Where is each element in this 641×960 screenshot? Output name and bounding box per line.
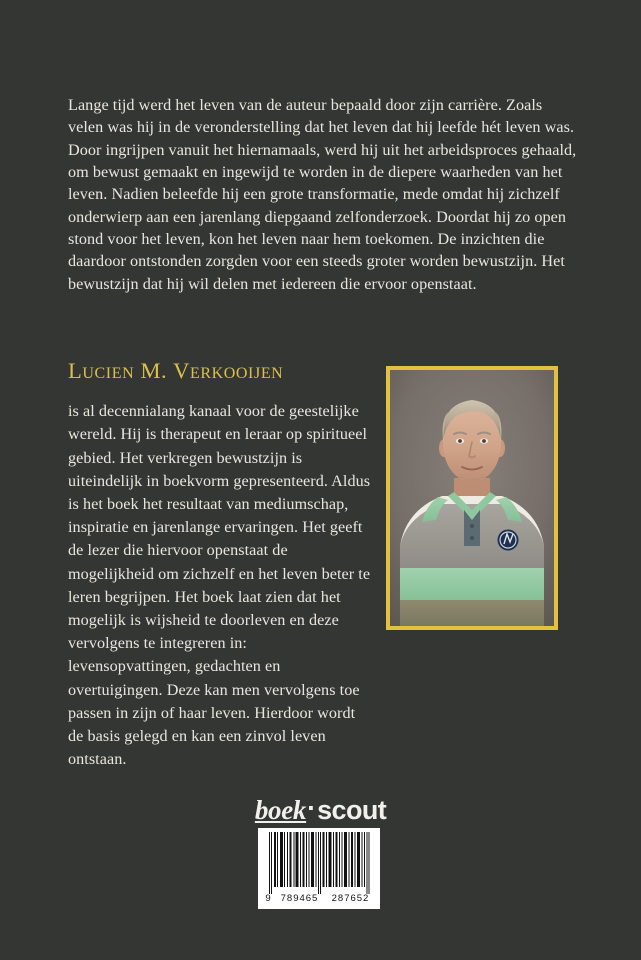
portrait-image bbox=[390, 370, 554, 626]
barcode-right-group: 287652 bbox=[331, 893, 370, 904]
publisher-logo-boek: boek bbox=[254, 795, 307, 825]
barcode-bars bbox=[266, 832, 372, 894]
barcode-lead-digit: 9 bbox=[265, 893, 271, 904]
author-block bbox=[68, 358, 373, 788]
back-cover-blurb: Lange tijd werd het leven van de auteur bepaald door zijn carrière. Zoals velen was hij in de veronderstelling dat het leven dat hij leefde hét leven was. Door ingrijpen vanuit het hiernamaals, werd hij uit het arbeidsproces gehaald, om bewust gemaakt en ingewijd te worden in de diepere waarheden van het leven. Nadien beleefde hij een grote transformatie, mede omdat hij zichzelf onderwierp aan een jarenlang diepgaand zelfonderzoek. Doordat hij zo open stond voor het leven, kon het leven naar hem toekomen. De inzichten die daardoor ontstonden zorgden voor een steeds groter worden bewustzijn. Het bewustzijn dat hij wil delen met iedereen die ervoor openstaat. bbox=[68, 96, 577, 293]
barcode-digits bbox=[262, 893, 376, 905]
publisher-logo-separator: · bbox=[307, 793, 317, 823]
publisher-logo bbox=[0, 795, 641, 825]
author-portrait-frame bbox=[386, 366, 558, 630]
barcode-left-group: 789465 bbox=[280, 893, 319, 904]
author-name: Lucien M. Verkooijen bbox=[68, 358, 284, 383]
isbn-barcode bbox=[258, 828, 380, 909]
publisher-logo-scout: scout bbox=[317, 795, 387, 825]
author-portrait bbox=[390, 370, 554, 626]
author-bio: is al decennialang kanaal voor de geestelijke wereld. Hij is therapeut en leraar op spiritueel gebied. Het verkregen bewustzijn is uiteindelijk in boekvorm gepresenteerd. Aldus is het boek het resultaat van mediumschap, inspiratie en jarenlange ervaringen. Het geeft de lezer die hiervoor openstaat de mogelijkheid om zichzelf en het leven beter te leren begrijpen. Het boek laat zien dat het mogelijk is wijsheid te doorleven en deze vervolgens te integreren in: levensopvattingen, gedachten en overtuigingen. Deze kan men vervolgens toe passen in zijn of haar leven. Hierdoor wordt de basis gelegd en kan een zinvol leven ontstaan. bbox=[68, 402, 371, 769]
publisher-logo-text bbox=[255, 795, 386, 825]
barcode-bars-svg bbox=[266, 832, 372, 894]
